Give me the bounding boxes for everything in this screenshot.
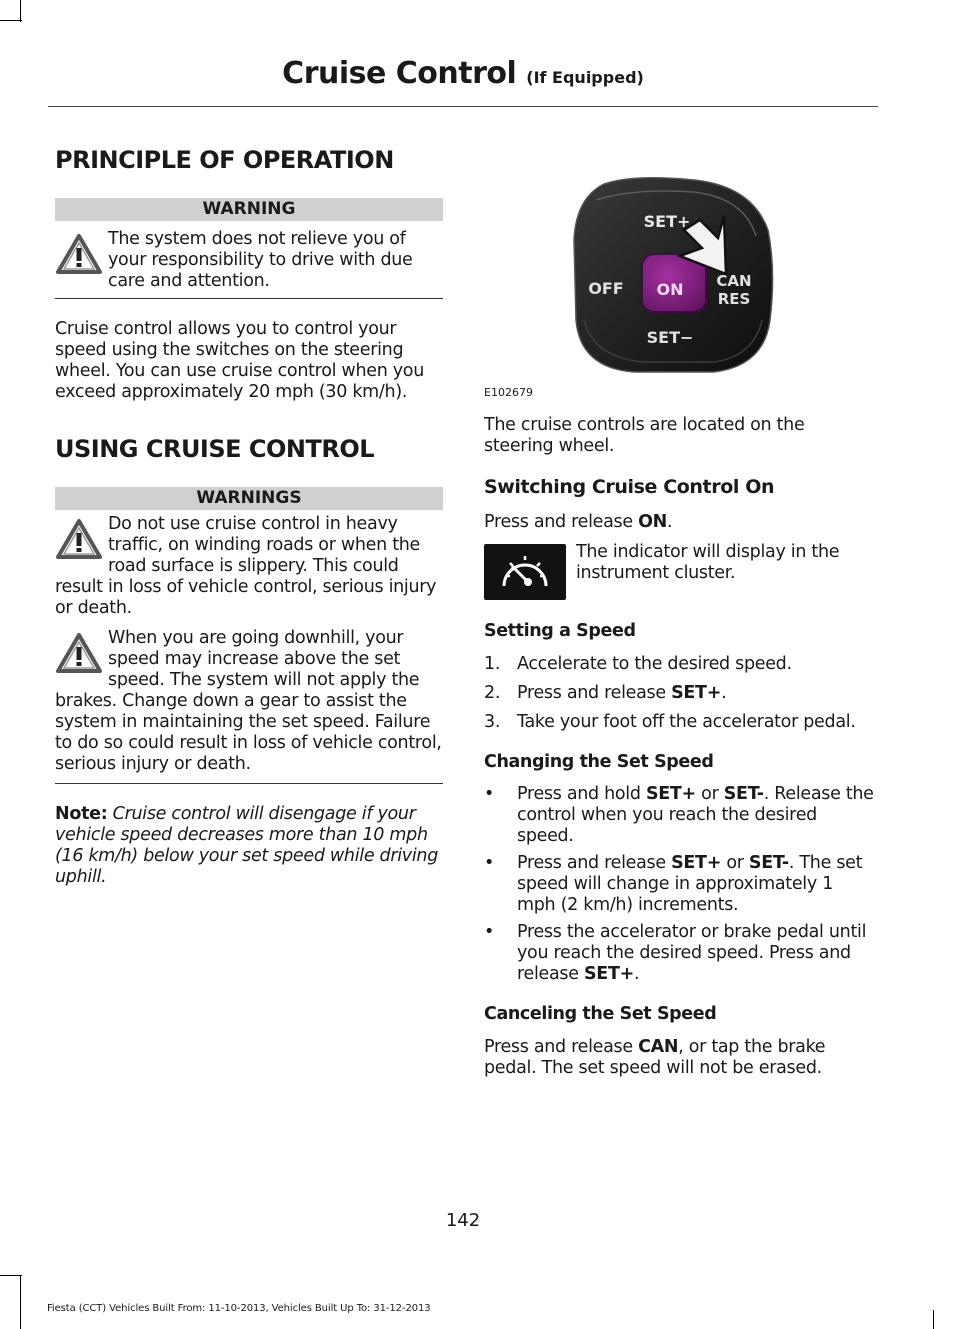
subheading-switching-on: Switching Cruise Control On [484,476,775,498]
crop-mark [20,1275,21,1329]
list-item [484,654,876,675]
bullet: • [484,922,495,942]
bullet: • [484,853,495,873]
warning-item [55,229,443,292]
warning-text: When you are going downhill, your speed may increase above the set speed. The system will not apply the brakes. Change down a gear to assist the system in maintaining the set speed. Failure to do so could result in loss of vehicle control, serious injury or death. [55,628,442,774]
list-item-text: . [633,964,640,984]
key-can: CAN [638,1037,679,1057]
list-item-text: Press and release [517,853,672,873]
warning-text: The system does not relieve you of your responsibility to drive with due care and attention. [108,229,413,291]
list-item-text: . [721,683,727,703]
warning-triangle-icon [55,518,103,560]
header-subtitle: (If Equipped) [526,68,644,87]
page-number: 142 [445,1210,481,1231]
warning-text: Do not use cruise control in heavy traffic, on winding roads or when the road surface is slippery. This could result in loss of vehicle control, serious injury or death. [55,514,437,618]
section-heading-principle: PRINCIPLE OF OPERATION [55,146,394,174]
list-number: 2. [484,683,501,703]
header-title: Cruise Control [282,56,517,91]
list-item-text: or [721,853,749,873]
intro-paragraph: Cruise control allows you to control your speed using the switches on the steering wheel. You can use cruise control when you exceed approximately 20 mph (30 km/h). [55,319,425,402]
paragraph-text: , or tap the brake pedal. The set speed will not be erased. [484,1037,826,1078]
list-item-text: Press and release [517,683,672,703]
bullet: • [484,784,495,804]
warning-item [55,628,443,775]
indicator-row [484,542,876,598]
warning-item [55,514,443,619]
list-item-text: Press the accelerator or brake pedal until you reach the desired speed. Press and release [517,922,867,984]
res-label: RES [717,290,751,308]
key-set-plus: SET+ [583,964,634,984]
can-label: CAN [716,272,752,290]
crop-mark [0,1275,22,1276]
warnings-bar: WARNINGS [55,487,443,510]
subheading-changing-speed: Changing the Set Speed [484,752,714,772]
set-minus-label: SET− [646,328,694,347]
note-paragraph [55,804,443,888]
on-label: ON [656,280,684,299]
paragraph-text: Press and release [484,1037,639,1057]
figure-code: E102679 [484,386,533,399]
key-on: ON [638,512,668,532]
instruction-text: Press and release [484,512,639,532]
list-item [484,683,876,704]
subheading-canceling: Canceling the Set Speed [484,1004,717,1024]
cruise-control-switch-illustration [484,170,876,380]
cruise-indicator-icon [484,544,566,600]
list-item-text: Accelerate to the desired speed. [517,654,792,674]
key-set-plus: SET+ [671,853,722,873]
list-item-text: Press and hold [517,784,646,804]
list-item [484,712,876,733]
page-header [48,56,878,91]
right-column [484,170,876,1079]
list-number: 1. [484,654,501,674]
page-footer: Fiesta (CCT) Vehicles Built From: 11-10-2013, Vehicles Built Up To: 31-12-2013 [47,1303,431,1314]
list-item [484,853,876,916]
key-set-plus: SET+ [645,784,696,804]
figure-caption: The cruise controls are located on the steering wheel. [484,415,805,456]
crop-mark [933,1310,934,1329]
key-set-plus: SET+ [671,683,722,703]
list-item-text: . The set speed will change in approximately 1 mph (2 km/h) increments. [517,853,863,915]
speedometer-icon [484,544,566,600]
list-number: 3. [484,712,501,732]
note-text: Cruise control will disengage if your vehicle speed decreases more than 10 mph (16 km/h) below your set speed while driving uphill. [55,804,439,887]
off-label: OFF [588,279,624,298]
left-column [55,144,443,888]
warning-bar: WARNING [55,198,443,221]
list-item [484,922,876,985]
key-set-minus: SET- [748,853,789,873]
set-plus-label: SET+ [643,212,691,231]
canceling-paragraph [484,1037,876,1079]
note-label: Note: [55,804,108,824]
instruction-text: . [667,512,673,532]
section-heading-using: USING CRUISE CONTROL [55,435,375,463]
list-item-text: Take your foot off the accelerator pedal. [517,712,856,732]
key-set-minus: SET- [723,784,764,804]
cruise-switch-figure [484,170,876,380]
crop-mark [0,20,22,21]
subheading-setting-speed: Setting a Speed [484,621,636,641]
list-item [484,784,876,847]
warning-triangle-icon [55,233,103,275]
header-rule [48,106,878,107]
indicator-text: The indicator will display in the instrument cluster. [576,542,840,583]
crop-mark [20,0,21,22]
switching-on-instruction [484,512,876,533]
list-item-text: . Release the control when you reach the desired speed. [517,784,874,846]
list-item-text: or [695,784,724,804]
warning-triangle-icon [55,632,103,674]
